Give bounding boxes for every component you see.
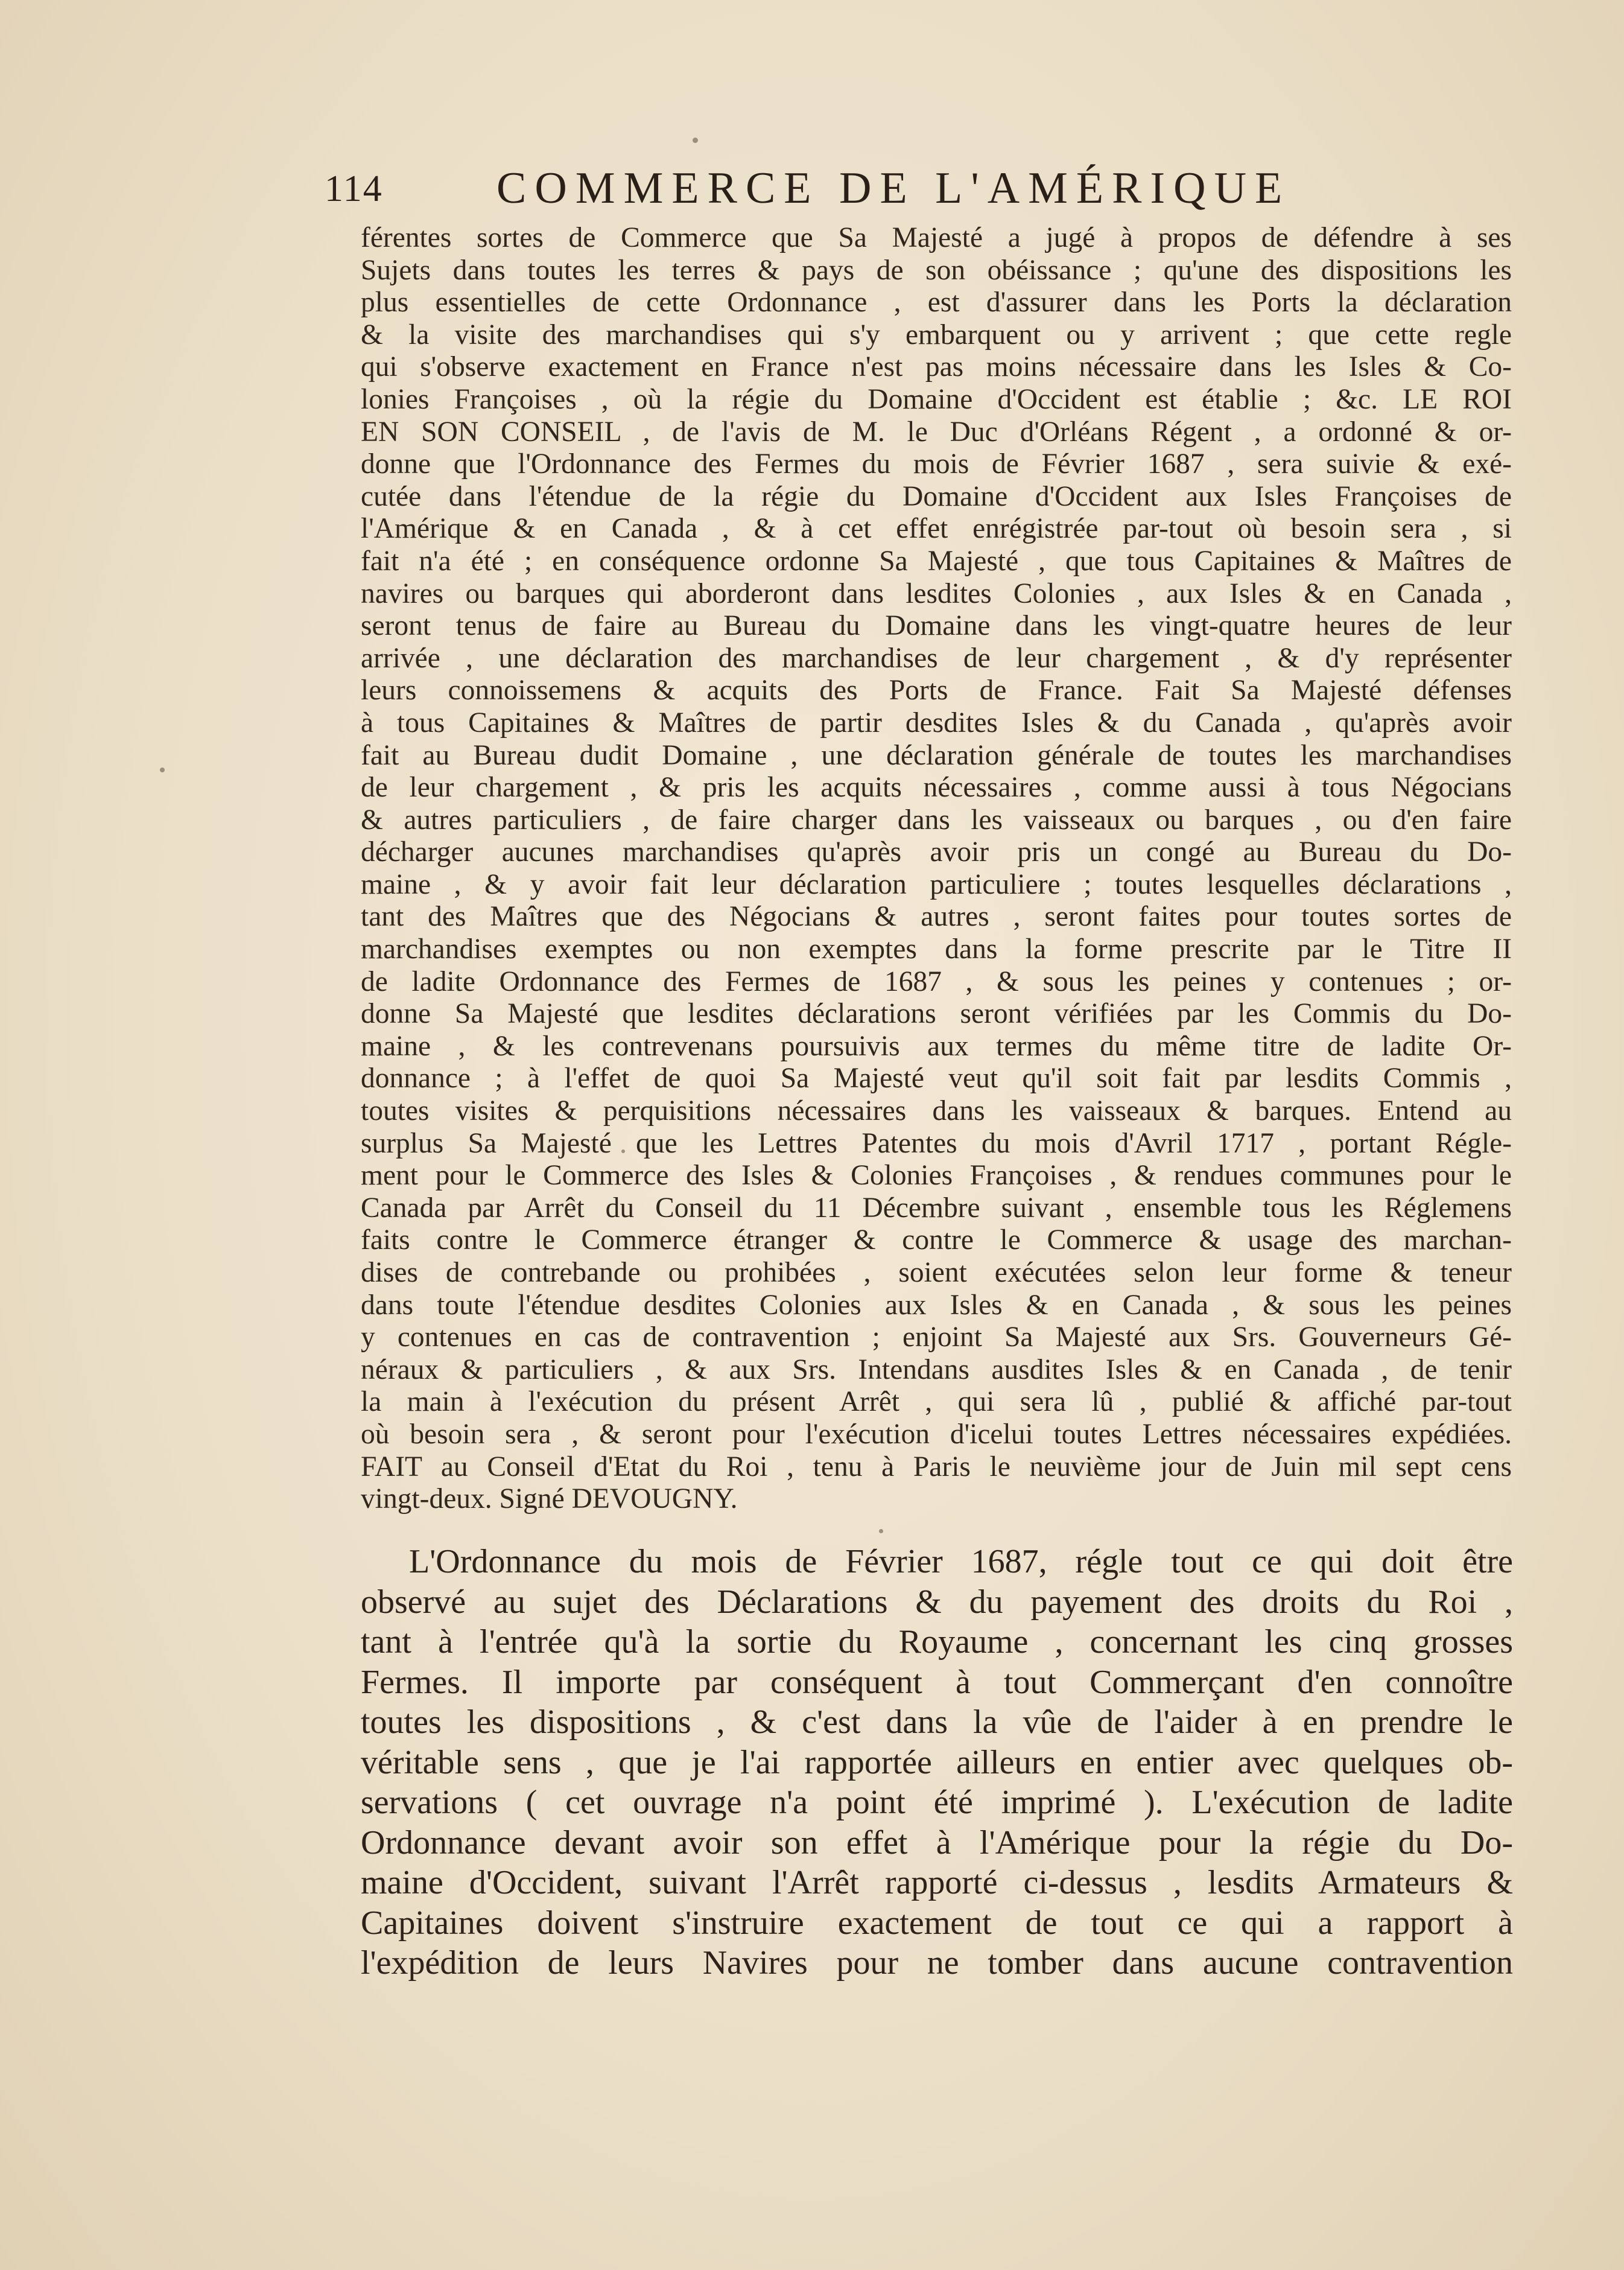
commentary-paragraph <box>361 1542 1513 1983</box>
commentary-line: observé au sujet des Déclarations & du payement des droits du Roi , <box>361 1583 1513 1621</box>
paper-spot <box>160 768 165 772</box>
edict-line: où besoin sera , & seront pour l'exécution d'icelui toutes Lettres nécessaires expédiées. <box>361 1418 1512 1450</box>
commentary-line: L'Ordonnance du mois de Février 1687, régle tout ce qui doit être <box>409 1543 1513 1580</box>
edict-line: plus essentielles de cette Ordonnance , est d'assurer dans les Ports la déclaration <box>361 287 1512 319</box>
edict-line: dans toute l'étendue desdites Colonies aux Isles & en Canada , & sous les peines <box>361 1289 1512 1321</box>
edict-line: & la visite des marchandises qui s'y embarquent ou y arrivent ; que cette regle <box>361 319 1512 351</box>
edict-line: donne que l'Ordonnance des Fermes du mois de Février 1687 , sera suivie & exé- <box>361 448 1512 480</box>
edict-line: & autres particuliers , de faire charger dans les vaisseaux ou barques , ou d'en faire <box>361 804 1512 836</box>
edict-line: qui s'observe exactement en France n'est pas moins nécessaire dans les Isles & Co- <box>361 351 1512 383</box>
edict-line: à tous Capitaines & Maîtres de partir desdites Isles & du Canada , qu'après avoir <box>361 707 1512 739</box>
edict-line: ment pour le Commerce des Isles & Colonies Françoises , & rendues communes pour le <box>361 1160 1512 1192</box>
edict-line: tant des Maîtres que des Négocians & autres , seront faites pour toutes sortes de <box>361 901 1512 933</box>
commentary-line: servations ( cet ouvrage n'a point été imprimé ). L'exécution de ladite <box>361 1784 1513 1821</box>
edict-line: FAIT au Conseil d'Etat du Roi , tenu à Paris le neuvième jour de Juin mil sept cens <box>361 1451 1512 1483</box>
edict-line: maine , & y avoir fait leur déclaration particuliere ; toutes lesquelles déclarations , <box>361 868 1512 900</box>
edict-line: cutée dans l'étendue de la régie du Domaine d'Occident aux Isles Françoises de <box>361 480 1512 512</box>
edict-line: faits contre le Commerce étranger & contre le Commerce & usage des marchan- <box>361 1224 1512 1256</box>
commentary-line: toutes les dispositions , & c'est dans la vûe de l'aider à en prendre le <box>361 1703 1513 1741</box>
commentary-line: Capitaines doivent s'instruire exactement de tout ce qui a rapport à <box>361 1904 1513 1942</box>
paper-spot <box>693 138 698 143</box>
edict-line: EN SON CONSEIL , de l'avis de M. le Duc d'Orléans Régent , a ordonné & or- <box>361 416 1512 448</box>
edict-line: fait au Bureau dudit Domaine , une déclaration générale de toutes les marchandises <box>361 739 1512 771</box>
page-number: 114 <box>325 168 383 209</box>
commentary-line: Fermes. Il importe par conséquent à tout Commerçant d'en connoître <box>361 1663 1513 1701</box>
edict-line: de leur chargement , & pris les acquits nécessaires , comme aussi à tous Négocians <box>361 772 1512 804</box>
edict-line: la main à l'exécution du présent Arrêt , qui sera lû , publié & affiché par-tout <box>361 1386 1512 1418</box>
edict-line: Canada par Arrêt du Conseil du 11 Décembre suivant , ensemble tous les Réglemens <box>361 1192 1512 1224</box>
commentary-line: l'expédition de leurs Navires pour ne tomber dans aucune contravention <box>361 1944 1513 1982</box>
paper-spot <box>879 1529 883 1533</box>
edict-line: dises de contrebande ou prohibées , soient exécutées selon leur forme & teneur <box>361 1257 1512 1288</box>
edict-line: de ladite Ordonnance des Fermes de 1687 , & sous les peines y contenues ; or- <box>361 965 1512 997</box>
edict-line: toutes visites & perquisitions nécessaires dans les vaisseaux & barques. Entend au <box>361 1095 1512 1127</box>
edict-line: marchandises exemptes ou non exemptes dans la forme prescrite par le Titre II <box>361 933 1512 965</box>
edict-line: donne Sa Majesté que lesdites déclarations seront vérifiées par les Commis du Do- <box>361 998 1512 1030</box>
edict-line: lonies Françoises , où la régie du Domaine d'Occident est établie ; &c. LE ROI <box>361 383 1512 415</box>
edict-line: l'Amérique & en Canada , & à cet effet enrégistrée par-tout où besoin sera , si <box>361 513 1512 545</box>
edict-line-signature: vingt-deux. Signé DEVOUGNY. <box>361 1483 738 1515</box>
edict-line: Sujets dans toutes les terres & pays de son obéissance ; qu'une des dispositions les <box>361 254 1512 286</box>
edict-line: fait n'a été ; en conséquence ordonne Sa Majesté , que tous Capitaines & Maîtres de <box>361 545 1512 577</box>
edict-line: arrivée , une déclaration des marchandises de leur chargement , & d'y représenter <box>361 642 1512 674</box>
edict-line: navires ou barques qui aborderont dans lesdites Colonies , aux Isles & en Canada , <box>361 577 1512 609</box>
edict-line: seront tenus de faire au Bureau du Domaine dans les vingt-quatre heures de leur <box>361 610 1512 642</box>
commentary-line: tant à l'entrée qu'à la sortie du Royaume , concernant les cinq grosses <box>361 1623 1513 1661</box>
commentary-line: véritable sens , que je l'ai rapportée ailleurs en entier avec quelques ob- <box>361 1743 1513 1781</box>
running-head <box>325 163 1350 217</box>
edict-line: décharger aucunes marchandises qu'après avoir pris un congé au Bureau du Do- <box>361 836 1512 868</box>
page-title: COMMERCE DE L'AMÉRIQUE <box>496 164 1291 213</box>
edict-line: surplus Sa Majesté que les Lettres Patentes du mois d'Avril 1717 , portant Régle- <box>361 1127 1512 1159</box>
edict-line: y contenues en cas de contravention ; enjoint Sa Majesté aux Srs. Gouverneurs Gé- <box>361 1321 1512 1353</box>
edict-line: néraux & particuliers , & aux Srs. Intendans ausdites Isles & en Canada , de tenir <box>361 1353 1512 1385</box>
commentary-line: maine d'Occident, suivant l'Arrêt rapporté ci-dessus , lesdits Armateurs & <box>361 1864 1513 1901</box>
edict-line: maine , & les contrevenans poursuivis aux termes du même titre de ladite Or- <box>361 1030 1512 1062</box>
commentary-line: Ordonnance devant avoir son effet à l'Amérique pour la régie du Do- <box>361 1823 1513 1861</box>
edict-line: leurs connoissemens & acquits des Ports de France. Fait Sa Majesté défenses <box>361 675 1512 707</box>
edict-line: férentes sortes de Commerce que Sa Majesté a jugé à propos de défendre à ses <box>361 222 1512 253</box>
edict-line: donnance ; à l'effet de quoi Sa Majesté veut qu'il soit fait par lesdits Commis , <box>361 1063 1512 1095</box>
edict-text-block <box>361 222 1512 1516</box>
